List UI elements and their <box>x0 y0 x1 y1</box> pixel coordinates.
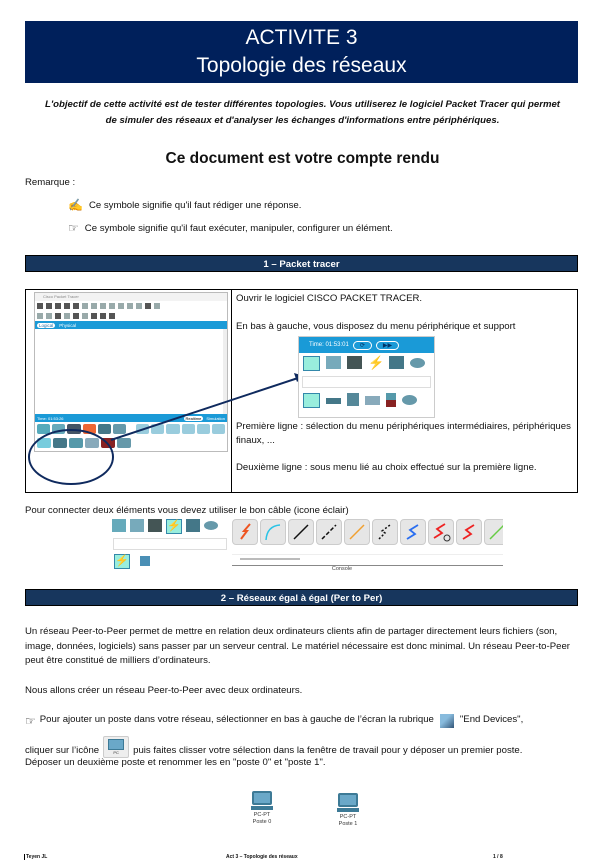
pc-type: PC-PT <box>253 812 271 818</box>
instruction-text: Pour ajouter un poste dans votre réseau, sélectionner en bas à gauche de l’écran la rubrique <box>39 714 434 725</box>
pc-poste-1 <box>335 793 361 828</box>
pointing-hand-icon: ☞ <box>68 221 79 235</box>
tab-logical[interactable]: Logical <box>39 322 54 328</box>
realtime-toggle[interactable]: Realtime <box>185 415 202 421</box>
time-display: Time: 01:53:01 <box>309 342 349 348</box>
console-cable-icon[interactable] <box>260 519 286 545</box>
pc-icon-label: PC <box>113 750 119 755</box>
pc-poste-0 <box>249 791 275 826</box>
pc-type: PC-PT <box>339 814 357 820</box>
connections-icon[interactable]: ⚡ <box>368 355 385 370</box>
remark-text: Ce symbole signifie qu'il faut exécuter, manipuler, configurer un élément. <box>84 222 393 234</box>
cable-label: Console <box>331 566 353 572</box>
remark-row-execute <box>68 221 393 235</box>
cable-panel <box>110 517 503 573</box>
footer-page: 1 / 8 <box>493 854 503 860</box>
second-line-text: Deuxième ligne : sous menu lié au choix effectué sur la première ligne. <box>236 462 537 473</box>
p2p-paragraph: Un réseau Peer-to-Peer permet de mettre en relation deux ordinateurs clients afin de partager directement leurs fichiers (son, image, données, logiciels) sans passer par un serveur central. Le matériel nécessaire est donc minimal. Un réseau Peer-to-Peer peut être constitué de milliers d’ordinateurs. <box>25 626 570 666</box>
hub-icon[interactable] <box>347 393 359 406</box>
remark-text: Ce symbole signifie qu'il faut rédiger une réponse. <box>88 199 302 211</box>
intro-text <box>25 97 580 129</box>
device-subcategories <box>299 390 434 411</box>
cable-buttons <box>232 519 503 572</box>
pc-icon <box>103 736 129 758</box>
category-column <box>110 517 230 573</box>
first-line-text: Première ligne : sélection du menu périphériques intermédiaires, périphériques finaux, ... <box>236 421 571 446</box>
section-2-header: 2 – Réseaux égal à égal (Per to Per) <box>25 589 578 606</box>
fast-forward-icon[interactable]: ▶▶ <box>376 341 399 350</box>
toolbar <box>35 301 227 311</box>
pc-icon <box>252 791 272 805</box>
auto-cable-icon[interactable] <box>232 519 258 545</box>
network-devices-icon[interactable] <box>303 356 320 371</box>
connections-sub-icon[interactable]: ⚡ <box>115 555 129 567</box>
security-icon[interactable] <box>386 393 396 407</box>
phone-cable-icon[interactable] <box>372 519 398 545</box>
crossover-cable-icon[interactable] <box>316 519 342 545</box>
misc-icon[interactable] <box>389 356 404 369</box>
instruction-line-2 <box>25 736 585 758</box>
instruction-line-1 <box>25 713 585 728</box>
device-panel-zoom <box>298 336 435 418</box>
instruction-line-3: Déposer un deuxième poste et renommer les en "poste 0" et "poste 1". <box>25 757 326 768</box>
pc-name: Poste 0 <box>252 819 272 825</box>
p2p-intro: Nous allons créer un réseau Peer-to-Peer avec deux ordinateurs. <box>25 685 303 696</box>
multiuser-icon[interactable] <box>410 358 425 368</box>
grid-icon[interactable] <box>140 556 150 566</box>
router-icon[interactable] <box>303 393 320 408</box>
category-icons <box>110 517 230 536</box>
simulation-toggle[interactable]: Simulation <box>206 415 225 421</box>
end-devices-icon <box>440 714 454 728</box>
end-devices-label: "End Devices", <box>459 714 524 725</box>
packet-tracer-table <box>25 289 578 493</box>
cable-text: Pour connecter deux éléments vous devez utiliser le bon câble (icone éclair) <box>25 505 349 516</box>
pointing-hand-icon: ☞ <box>25 713 36 728</box>
switch-icon[interactable] <box>326 398 341 404</box>
activity-subtitle: Topologie des réseaux <box>196 54 407 77</box>
remark-row-write <box>68 198 301 212</box>
end-devices-icon[interactable] <box>326 356 341 369</box>
pc-icon <box>338 793 358 807</box>
intro-line-1: L'objectif de cette activité est de tester différentes topologies. Vous utiliserez le logiciel Packet Tracer qui permet <box>45 99 560 110</box>
activity-title: ACTIVITE 3 <box>245 26 358 49</box>
wan-icon[interactable] <box>402 395 417 405</box>
title-banner <box>25 21 578 83</box>
footer-doc: Act 3 – Topologie des réseaux <box>226 854 298 860</box>
instruction-text: puis faites clisser votre sélection dans la fenêtre de travail pour y déposer un premier poste. <box>133 744 523 756</box>
open-text: Ouvrir le logiciel CISCO PACKET TRACER. <box>236 293 423 304</box>
connections-selected-icon[interactable]: ⚡ <box>167 520 181 532</box>
footer-author: Teyen JL <box>26 854 48 860</box>
time-bar <box>299 337 434 353</box>
wireless-icon[interactable] <box>365 396 380 405</box>
menu-text: En bas à gauche, vous disposez du menu périphérique et support <box>236 321 516 332</box>
fiber-cable-icon[interactable] <box>344 519 370 545</box>
tab-physical[interactable]: Physical <box>59 322 77 328</box>
coaxial-cable-icon[interactable] <box>400 519 426 545</box>
instruction-text: cliquer sur l’icône <box>25 744 100 756</box>
search-area <box>302 376 431 388</box>
intro-line-2: de simuler des réseaux et d'analyser les échanges d'informations entre périphériques. <box>105 115 500 126</box>
writing-hand-icon: ✍ <box>68 198 83 212</box>
serial-dte-cable-icon[interactable] <box>456 519 482 545</box>
section-1-header: 1 – Packet tracer <box>25 255 578 272</box>
highlight-ellipse <box>29 430 113 484</box>
components-icon[interactable] <box>347 356 362 369</box>
straight-cable-icon[interactable] <box>288 519 314 545</box>
window-titlebar: Cisco Packet Tracer <box>35 293 227 301</box>
remark-label: Remarque : <box>25 177 76 188</box>
time-small: Time: 01:53:26 <box>37 415 64 421</box>
pc-name: Poste 1 <box>338 821 358 827</box>
document-heading: Ce document est votre compte rendu <box>165 150 440 167</box>
serial-dce-cable-icon[interactable] <box>428 519 454 545</box>
device-categories <box>299 353 434 374</box>
reset-icon[interactable]: ⟳ <box>353 341 372 350</box>
octal-cable-icon[interactable] <box>484 519 503 545</box>
